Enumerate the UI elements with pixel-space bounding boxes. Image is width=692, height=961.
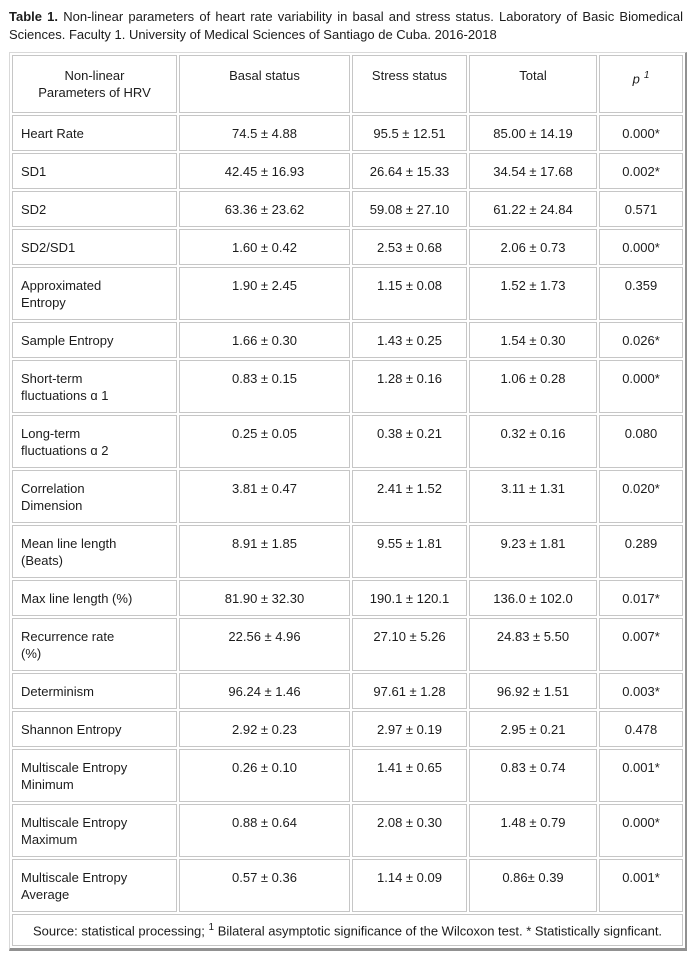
table-row	[12, 267, 683, 320]
footnote-significance-text: Bilateral asymptotic significance of the Wilcoxon test. * Statistically signficant.	[214, 923, 663, 939]
p-value-cell: 0.359	[599, 267, 683, 320]
table-caption-label: Table 1.	[9, 9, 59, 24]
table-row	[12, 470, 683, 523]
basal-status-cell: 8.91 ± 1.85	[179, 525, 350, 578]
basal-status-cell: 2.92 ± 0.23	[179, 711, 350, 747]
parameter-cell: Shannon Entropy	[12, 711, 177, 747]
table-row	[12, 673, 683, 709]
p-value-cell: 0.478	[599, 711, 683, 747]
basal-status-cell: 0.88 ± 0.64	[179, 804, 350, 857]
p-value-cell: 0.001*	[599, 749, 683, 802]
table-row	[12, 115, 683, 151]
stress-status-cell: 97.61 ± 1.28	[352, 673, 467, 709]
parameter-cell: Multiscale Entropy Maximum	[12, 804, 177, 857]
table-row	[12, 804, 683, 857]
p-value-cell: 0.026*	[599, 322, 683, 358]
p-symbol: p	[632, 71, 640, 87]
table-body	[12, 115, 683, 912]
stress-status-cell: 1.41 ± 0.65	[352, 749, 467, 802]
basal-status-cell: 22.56 ± 4.96	[179, 618, 350, 671]
basal-status-cell: 63.36 ± 23.62	[179, 191, 350, 227]
total-cell: 1.06 ± 0.28	[469, 360, 597, 413]
parameter-cell: Max line length (%)	[12, 580, 177, 616]
stress-status-cell: 2.97 ± 0.19	[352, 711, 467, 747]
table-row	[12, 618, 683, 671]
p-value-cell: 0.000*	[599, 804, 683, 857]
hrv-parameters-table	[9, 52, 687, 951]
col-header-basal: Basal status	[179, 55, 350, 113]
parameter-cell: SD1	[12, 153, 177, 189]
stress-status-cell: 0.38 ± 0.21	[352, 415, 467, 468]
table-row	[12, 153, 683, 189]
stress-status-cell: 1.43 ± 0.25	[352, 322, 467, 358]
stress-status-cell: 27.10 ± 5.26	[352, 618, 467, 671]
basal-status-cell: 0.57 ± 0.36	[179, 859, 350, 912]
basal-status-cell: 1.90 ± 2.45	[179, 267, 350, 320]
col-header-total: Total	[469, 55, 597, 113]
table-row	[12, 525, 683, 578]
basal-status-cell: 74.5 ± 4.88	[179, 115, 350, 151]
table-row	[12, 229, 683, 265]
footnote-superscript-1: 1	[208, 922, 215, 933]
table-row	[12, 859, 683, 912]
p-value-cell: 0.017*	[599, 580, 683, 616]
total-cell: 2.95 ± 0.21	[469, 711, 597, 747]
basal-status-cell: 81.90 ± 32.30	[179, 580, 350, 616]
stress-status-cell: 26.64 ± 15.33	[352, 153, 467, 189]
parameter-cell: Approximated Entropy	[12, 267, 177, 320]
p-value-cell: 0.000*	[599, 360, 683, 413]
basal-status-cell: 96.24 ± 1.46	[179, 673, 350, 709]
table-row	[12, 580, 683, 616]
parameter-cell: Sample Entropy	[12, 322, 177, 358]
stress-status-cell: 9.55 ± 1.81	[352, 525, 467, 578]
table-caption	[9, 8, 683, 44]
p-value-cell: 0.001*	[599, 859, 683, 912]
parameter-cell: Recurrence rate (%)	[12, 618, 177, 671]
basal-status-cell: 0.83 ± 0.15	[179, 360, 350, 413]
total-cell: 0.86± 0.39	[469, 859, 597, 912]
p-superscript: 1	[643, 70, 650, 81]
total-cell: 34.54 ± 17.68	[469, 153, 597, 189]
parameter-cell: Multiscale Entropy Average	[12, 859, 177, 912]
stress-status-cell: 190.1 ± 120.1	[352, 580, 467, 616]
total-cell: 61.22 ± 24.84	[469, 191, 597, 227]
footnote-source-text: Source: statistical processing;	[32, 923, 209, 939]
total-cell: 3.11 ± 1.31	[469, 470, 597, 523]
parameter-cell: Correlation Dimension	[12, 470, 177, 523]
stress-status-cell: 95.5 ± 12.51	[352, 115, 467, 151]
p-value-cell: 0.020*	[599, 470, 683, 523]
stress-status-cell: 1.28 ± 0.16	[352, 360, 467, 413]
p-value-cell: 0.289	[599, 525, 683, 578]
total-cell: 1.52 ± 1.73	[469, 267, 597, 320]
table-row	[12, 711, 683, 747]
col-header-p-value	[599, 55, 683, 113]
total-cell: 9.23 ± 1.81	[469, 525, 597, 578]
parameter-cell: Multiscale Entropy Minimum	[12, 749, 177, 802]
p-value-cell: 0.007*	[599, 618, 683, 671]
p-value-cell: 0.000*	[599, 115, 683, 151]
total-cell: 24.83 ± 5.50	[469, 618, 597, 671]
parameter-cell: Heart Rate	[12, 115, 177, 151]
table-caption-text: Non-linear parameters of heart rate variability in basal and stress status. Laboratory of Basic Biomedical Sciences. Faculty 1. University of Medical Sciences of Santiago de Cuba. 2016-2018	[9, 9, 683, 42]
stress-status-cell: 1.15 ± 0.08	[352, 267, 467, 320]
stress-status-cell: 2.53 ± 0.68	[352, 229, 467, 265]
total-cell: 136.0 ± 102.0	[469, 580, 597, 616]
p-value-cell: 0.571	[599, 191, 683, 227]
total-cell: 2.06 ± 0.73	[469, 229, 597, 265]
basal-status-cell: 0.25 ± 0.05	[179, 415, 350, 468]
basal-status-cell: 1.60 ± 0.42	[179, 229, 350, 265]
total-cell: 1.48 ± 0.79	[469, 804, 597, 857]
total-cell: 0.32 ± 0.16	[469, 415, 597, 468]
parameter-cell: Long-term fluctuations ɑ 2	[12, 415, 177, 468]
stress-status-cell: 59.08 ± 27.10	[352, 191, 467, 227]
col-header-stress: Stress status	[352, 55, 467, 113]
total-cell: 96.92 ± 1.51	[469, 673, 597, 709]
p-value-cell: 0.080	[599, 415, 683, 468]
parameter-cell: SD2	[12, 191, 177, 227]
table-row	[12, 322, 683, 358]
table-row	[12, 415, 683, 468]
table-row	[12, 191, 683, 227]
total-cell: 1.54 ± 0.30	[469, 322, 597, 358]
total-cell: 85.00 ± 14.19	[469, 115, 597, 151]
p-value-cell: 0.003*	[599, 673, 683, 709]
table-row	[12, 749, 683, 802]
table-row	[12, 360, 683, 413]
parameter-cell: Short-term fluctuations ɑ 1	[12, 360, 177, 413]
stress-status-cell: 2.41 ± 1.52	[352, 470, 467, 523]
table-footnote	[12, 914, 683, 946]
parameter-cell: SD2/SD1	[12, 229, 177, 265]
parameter-cell: Mean line length (Beats)	[12, 525, 177, 578]
total-cell: 0.83 ± 0.74	[469, 749, 597, 802]
p-value-cell: 0.002*	[599, 153, 683, 189]
parameter-cell: Determinism	[12, 673, 177, 709]
basal-status-cell: 3.81 ± 0.47	[179, 470, 350, 523]
basal-status-cell: 1.66 ± 0.30	[179, 322, 350, 358]
header-row	[12, 55, 683, 113]
basal-status-cell: 0.26 ± 0.10	[179, 749, 350, 802]
p-value-cell: 0.000*	[599, 229, 683, 265]
stress-status-cell: 2.08 ± 0.30	[352, 804, 467, 857]
stress-status-cell: 1.14 ± 0.09	[352, 859, 467, 912]
basal-status-cell: 42.45 ± 16.93	[179, 153, 350, 189]
footnote-row	[12, 914, 683, 946]
col-header-parameters: Non-linear Parameters of HRV	[12, 55, 177, 113]
